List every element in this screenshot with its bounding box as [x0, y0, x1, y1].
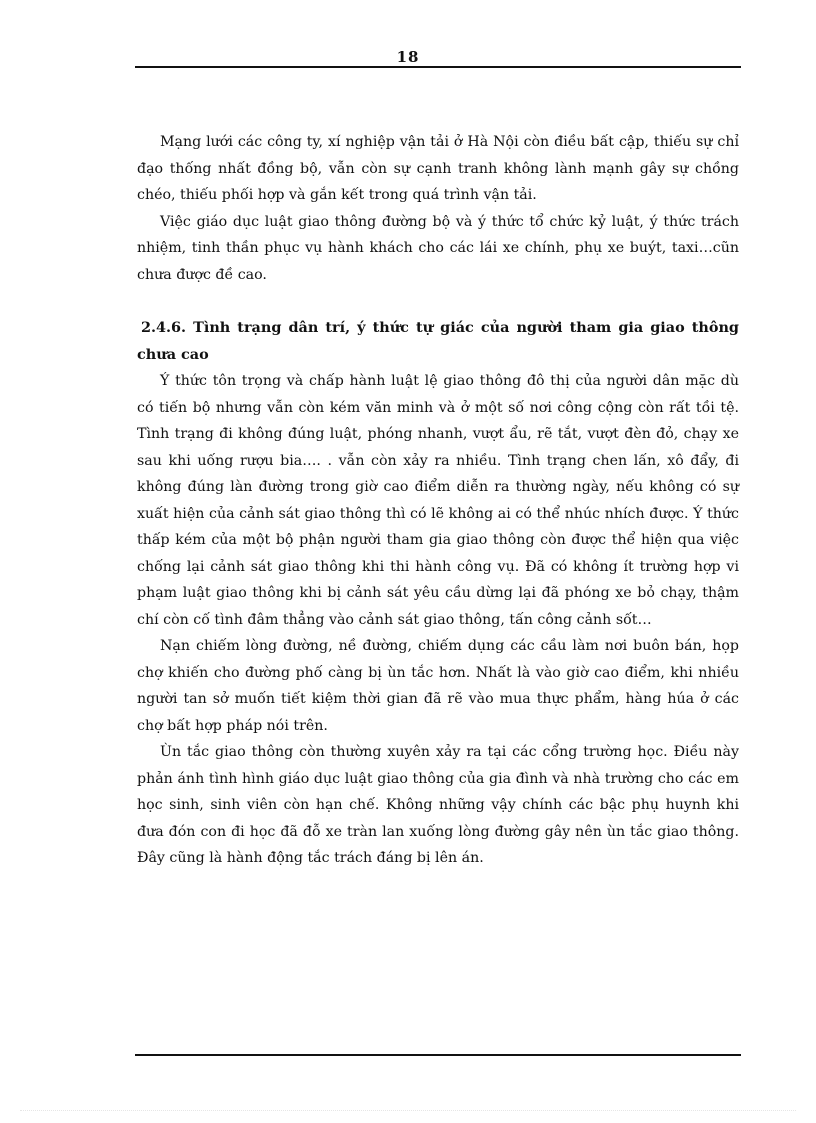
page-number: 18 [396, 48, 420, 66]
paragraph-citizen-awareness: Ý thức tôn trọng và chấp hành luật lệ giao thông đô thị của người dân mặc dù có tiến bộ nhưng vẫn còn kém văn minh và ở một số nơi công cộng còn rất tồi tệ. Tình trạng đi không đúng luật, phóng nhanh, vượt ẩu, rẽ tắt, vượt đèn đỏ, chạy xe sau khi uống rượu bia…. . vẫn còn xảy ra nhiều. Tình trạng chen lấn, xô đẩy, đi không đúng làn đường trong giờ cao điểm diễn ra thường ngày, nếu không có sự xuất hiện của cảnh sát giao thông thì có lẽ không ai có thể nhúc nhích được. Ý thức thấp kém của một bộ phận người tham gia giao thông còn được thể hiện qua việc chống lại cảnh sát giao thông khi thi hành công vụ. Đã có không ít trường hợp vi phạm luật giao thông khi bị cảnh sát yêu cầu dừng lại đã phóng xe bỏ chạy, thậm chí còn cố tình đâm thẳng vào cảnh sát giao thông, tấn công cảnh sốt… [137, 373, 739, 628]
paragraph-driver-education: Việc giáo dục luật giao thông đường bộ và ý thức tổ chức kỷ luật, ý thức trách nhiệm, tinh thần phục vụ hành khách cho các lái xe chính, phụ xe buýt, taxi…cũn chưa được đề cao. [137, 213, 739, 283]
section-heading: 2.4.6. Tình trạng dân trí, ý thức tự giác của người tham gia giao thông chưa cao [137, 319, 739, 363]
paragraph-transport-companies: Mạng lưới các công ty, xí nghiệp vận tải ở Hà Nội còn điều bất cập, thiếu sự chỉ đạo thống nhất đồng bộ, vẫn còn sự cạnh tranh không lành mạnh gây sự chồng chéo, thiếu phối hợp và gắn kết trong quá trình vận tải. [137, 134, 739, 203]
document-body [137, 129, 739, 872]
paragraph-school-congestion: Ùn tắc giao thông còn thường xuyên xảy ra tại các cổng trường học. Điều này phản ánh tình hình giáo dục luật giao thông của gia đình và nhà trường cho các em học sinh, sinh viên còn hạn chế. Không những vậy chính các bậc phụ huynh khi đưa đón con đi học đã đỗ xe tràn lan xuống lòng đường gây nên ùn tắc giao thông. Đây cũng là hành động tắc trách đáng bị lên án. [137, 744, 739, 866]
header-rule [135, 66, 741, 68]
paragraph-street-occupation: Nạn chiếm lòng đường, nề đường, chiếm dụng các cầu làm nơi buôn bán, họp chợ khiến cho đường phố càng bị ùn tắc hơn. Nhất là vào giờ cao điểm, khi nhiều người tan sở muốn tiết kiệm thời gian đã rẽ vào mua thực phẩm, hàng húa ở các chợ bất hợp pháp nói trên. [137, 638, 739, 734]
page-bottom-border [20, 1110, 796, 1111]
footer-rule [135, 1054, 741, 1056]
